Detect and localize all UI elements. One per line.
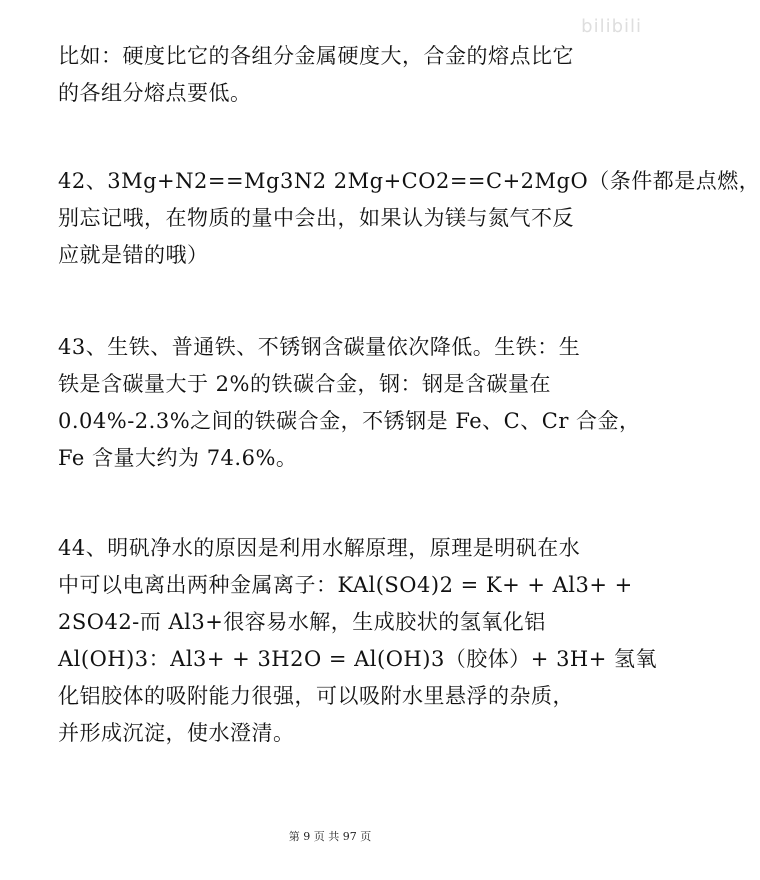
paragraph-item-42 <box>58 163 760 274</box>
paragraph-alloy-properties <box>58 38 610 112</box>
text-line: 别忘记哦，在物质的量中会出，如果认为镁与氮气不反 <box>58 206 574 230</box>
text-line: 应就是错的哦） <box>58 243 209 267</box>
watermark-logo: bilibili <box>581 16 642 37</box>
text-line: 中可以电离出两种金属离子：KAl(SO4)2 = K+ + Al3+ + <box>58 573 633 597</box>
text-line: 43、生铁、普通铁、不锈钢含碳量依次降低。生铁：生 <box>58 335 581 359</box>
text-line: 并形成沉淀，使水澄清。 <box>58 721 295 745</box>
text-line: 0.04%-2.3%之间的铁碳合金，不锈钢是 Fe、C、Cr 合金， <box>58 409 641 433</box>
text-line: 44、明矾净水的原因是利用水解原理，原理是明矾在水 <box>58 536 581 560</box>
text-line: 2SO42-而 Al3+很容易水解，生成胶状的氢氧化铝 <box>58 610 546 634</box>
page-number-footer: 第 9 页 共 97 页 <box>288 830 372 843</box>
text-line: 比如：硬度比它的各组分金属硬度大，合金的熔点比它 <box>58 44 574 68</box>
paragraph-item-44 <box>58 530 658 752</box>
text-line: 化铝胶体的吸附能力很强，可以吸附水里悬浮的杂质， <box>58 684 574 708</box>
text-line: Fe 含量大约为 74.6%。 <box>58 446 298 470</box>
text-line: 42、3Mg+N2==Mg3N2 2Mg+CO2==C+2MgO（条件都是点燃， <box>58 169 760 193</box>
text-line: 铁是含碳量大于 2%的铁碳合金，钢：钢是含碳量在 <box>58 372 551 396</box>
text-line: 的各组分熔点要低。 <box>58 81 252 105</box>
text-line: Al(OH)3：Al3+ + 3H2O = Al(OH)3（胶体）+ 3H+ 氢氧 <box>58 647 658 671</box>
paragraph-item-43 <box>58 329 641 477</box>
